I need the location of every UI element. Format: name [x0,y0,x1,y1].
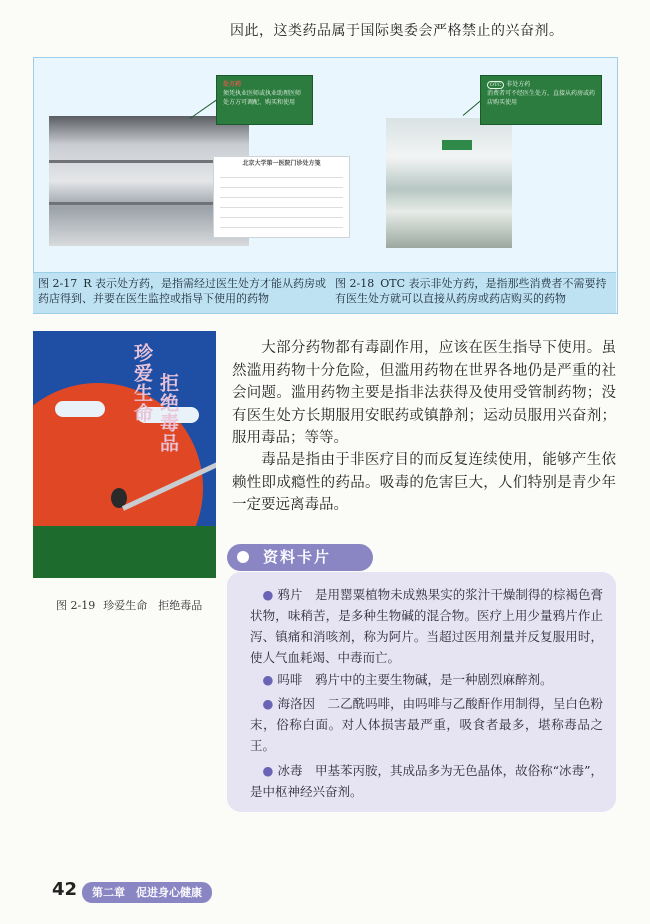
prescription-heading: 北京大学第一医院门诊处方笺 [242,160,321,167]
card-item-term: 鸦片 [277,587,303,602]
card-item-opium [250,584,603,668]
figure-2-18-caption [335,276,615,306]
chapter-badge: 第二章 促进身心健康 [82,882,212,903]
bullet-icon [237,551,249,563]
paragraph-narcotics [232,449,616,517]
figure-2-17-number: 图 2-17 [38,277,78,290]
intro-sentence: 因此，这类药品属于国际奥委会严格禁止的兴奋剂。 [230,23,564,39]
card-item-text: 二乙酰吗啡，由吗啡与乙酸酐作用制得，呈白色粉末，俗称白面。对人体损害最严重，吸食者最多，堪称毒品之王。 [250,696,603,753]
bullet-icon: ● [262,672,274,687]
page-number: 42 [52,879,78,900]
card-item-meth [250,760,603,802]
callout-otc [480,75,602,125]
info-card-header [227,544,373,571]
callout-prescription [216,75,313,125]
paragraph-narcotics-text: 毒品是指由于非医疗目的而反复连续使用，能够产生依赖性即成瘾性的药品。吸毒的危害巨大，人们特别是青少年一定要远离毒品。 [232,452,616,514]
bullet-icon: ● [262,763,274,778]
card-item-term: 冰毒 [277,763,303,778]
card-item-term: 吗啡 [277,672,303,687]
poster-slogan-2: 拒绝毒品 [157,373,179,453]
card-item-heroin [250,693,603,756]
figure-2-17-caption [38,276,333,306]
bullet-icon: ● [262,696,274,711]
card-item-term: 海洛因 [277,696,316,711]
cloud [55,401,105,417]
callout-prescription-text: 须凭执业医师或执业助理医师处方方可调配、购买和使用 [223,90,302,106]
anti-drug-poster [33,331,216,578]
figure-2-19-caption [56,597,202,613]
poster-slogan-1: 珍爱生命 [131,343,153,423]
paragraph-drug-abuse [232,337,616,450]
prescription-slip [213,156,350,238]
paragraph-drug-abuse-text: 大部分药物都有毒副作用，应该在医生指导下使用。虽然滥用药物十分危险，但滥用药物在世界各地仍是严重的社会问题。滥用药物主要是指非法获得及使用受管制药物；没有医生处方长期服用安眠药或镇静剂；运动员服用兴奋剂；服用毒品；等等。 [232,340,616,447]
info-card-title: 资料卡片 [263,548,332,566]
callout-otc-title: 非处方药 [506,81,531,88]
bullet-icon: ● [262,587,274,602]
figure-2-18-number: 图 2-18 [335,277,375,290]
card-item-text: 甲基苯丙胺，其成品多为无色晶体，故俗称“冰毒”，是中枢神经兴奋剂。 [250,763,603,799]
figure-2-17-text: R 表示处方药，是指需经过医生处方才能从药房或药店得到、并要在医生监控或指导下使用的药物 [38,277,326,305]
grass [33,526,216,578]
pharmacy-photo-right [386,118,512,248]
figure-2-19-text: 珍爱生命 拒绝毒品 [103,599,203,612]
otc-badge: OTC [487,81,504,89]
card-item-morphine [250,669,603,690]
figure-2-19-number: 图 2-19 [56,599,96,612]
card-item-text: 是用罂粟植物未成熟果实的浆汁干燥制得的棕褐色膏状物，味稍苦，是多种生物碱的混合物。医疗上用少量鸦片作止泻、镇痛和消咳剂，称为阿片。当超过医用剂量并反复服用时，使人气血耗竭、中毒而亡。 [250,587,603,665]
card-item-text: 鸦片中的主要生物碱，是一种剧烈麻醉剂。 [314,672,553,687]
callout-otc-text: 消费者可不经医生处方，直接从药房或药店购买使用 [487,90,596,106]
figure-2-18-text: OTC 表示非处方药，是指那些消费者不需要持有医生处方就可以直接从药房或药店购买的药物 [335,277,607,305]
callout-prescription-title: 处方药 [223,81,242,88]
